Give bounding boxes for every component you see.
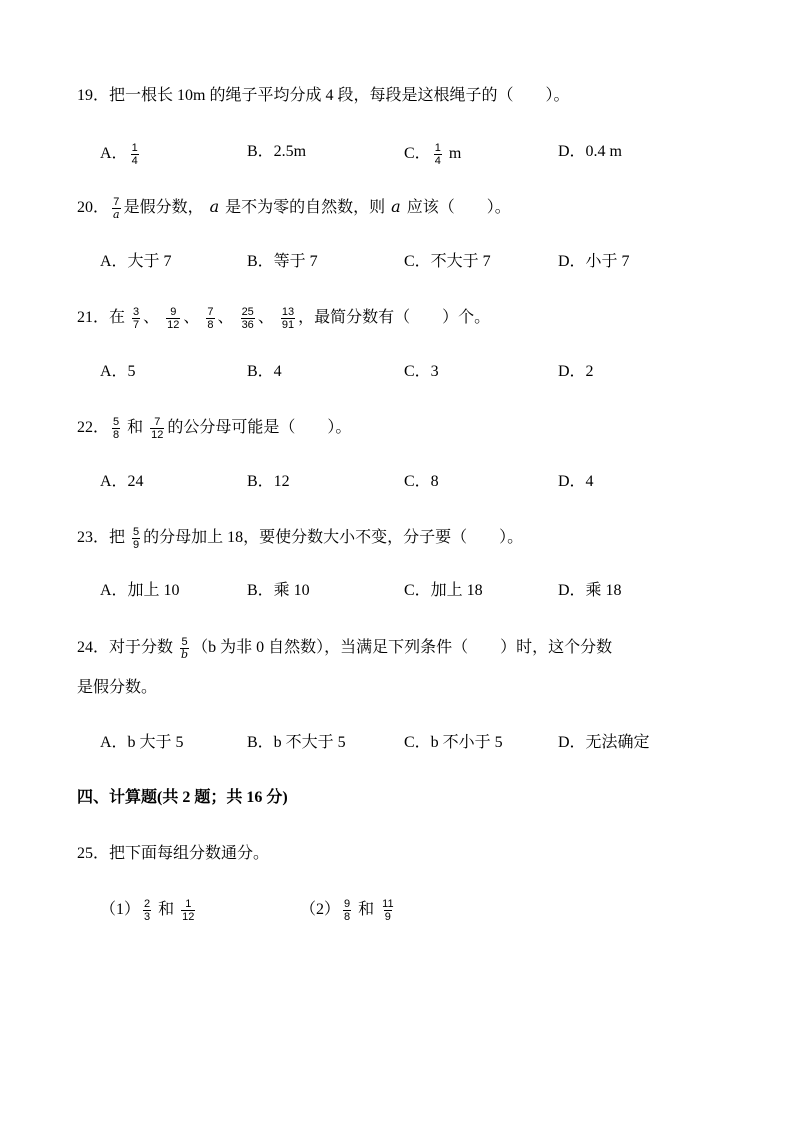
variable-a: a [209,197,220,217]
q19-number: 19． [77,87,110,104]
q25-part-1 [100,898,198,923]
q20-option-a[interactable]: A．大于 7 [100,253,172,270]
q21-option-b[interactable]: B．4 [247,363,282,380]
q19-option-c[interactable] [404,142,461,167]
q20-option-c[interactable]: C．不大于 7 [404,253,491,270]
q20-text-2: 是不为零的自然数，则 [225,199,386,217]
q19-option-a[interactable] [100,142,142,167]
fraction: $\frac{5}{b}$ [181,636,189,661]
q22-text: 的公分母可能是（ ）。 [167,419,352,437]
q23-option-c[interactable]: C．加上 18 [404,582,483,599]
fraction: $\frac{9}{8}$ [344,898,351,923]
and-word: 和 [358,901,375,919]
q20-text-3: 应该（ ）。 [406,199,511,217]
fraction: $\frac{13}{91}$ [281,306,295,331]
q20-number: 20． [77,199,110,217]
q22-option-b[interactable]: B．12 [247,473,290,490]
fraction: $\frac{1}{12}$ [182,898,195,923]
separator: 、 [217,309,234,327]
fraction: $\frac{25}{36}$ [241,306,254,331]
q22-option-d[interactable]: D．4 [558,473,594,490]
question-21 [77,306,490,331]
question-24-line-2: 是假分数。 [77,679,158,696]
q19-option-c-label: C． [404,145,431,163]
fraction: $\frac{5}{8}$ [113,416,120,441]
q19-option-b[interactable]: B．2.5m [247,143,307,160]
and-word: 和 [158,901,175,919]
q21-option-a[interactable]: A．5 [100,363,136,380]
fraction: $\frac{7}{8}$ [207,306,214,331]
q24-option-b[interactable]: B．b 不大于 5 [247,734,346,751]
q22-option-a[interactable]: A．24 [100,473,144,490]
fraction: $\frac{11}{9}$ [382,898,394,923]
q21-number: 21．在 [77,309,126,327]
q20-option-d[interactable]: D．小于 7 [558,253,630,270]
q23-number: 23．把 [77,529,126,547]
q23-option-b[interactable]: B．乘 10 [247,582,310,599]
q24-option-a[interactable]: A．b 大于 5 [100,734,184,751]
question-22 [77,416,351,441]
separator: 、 [257,309,274,327]
separator: 、 [143,309,160,327]
q25-part-2-label: （2） [300,901,341,919]
fraction: $\frac{3}{7}$ [133,306,140,331]
q19-text: 把一根长 10m 的绳子平均分成 4 段，每段是这根绳子的（ ）。 [109,87,570,104]
fraction: $\frac{1}{4}$ [434,142,441,167]
q19-option-c-unit: m [448,145,462,163]
fraction: $\frac{1}{4}$ [131,142,138,167]
and-word: 和 [127,419,144,437]
separator: 、 [183,309,200,327]
q19-option-d[interactable]: D．0.4 m [558,143,623,160]
q25-part-1-label: （1） [100,901,141,919]
q23-text: 的分母加上 18，要使分数大小不变，分子要（ ）。 [143,529,524,547]
question-19 [77,86,569,106]
q24-option-d[interactable]: D．无法确定 [558,734,650,751]
fraction: $\frac{2}{3}$ [144,898,151,923]
question-20 [77,196,511,221]
variable-a: a [391,197,401,217]
q21-option-c[interactable]: C．3 [404,363,439,380]
q22-option-c[interactable]: C．8 [404,473,439,490]
question-23 [77,526,523,551]
fraction: $\frac{9}{12}$ [167,306,180,331]
q20-option-b[interactable]: B．等于 7 [247,253,318,270]
q24-number: 24．对于分数 [77,639,174,657]
question-24 [77,636,612,661]
q22-number: 22． [77,419,110,437]
q19-option-a-label: A． [100,145,128,163]
q20-text-1: 是假分数， [123,199,204,217]
q25-part-2 [300,898,398,923]
fraction: $\frac{7}{a}$ [113,196,120,221]
q24-option-c[interactable]: C．b 不小于 5 [404,734,503,751]
q23-option-a[interactable]: A．加上 10 [100,582,180,599]
fraction: $\frac{7}{12}$ [151,416,164,441]
q21-text: ，最简分数有（ ）个。 [298,309,491,327]
q21-option-d[interactable]: D．2 [558,363,594,380]
question-25: 25．把下面每组分数通分。 [77,845,270,862]
q24-text: （b 为非 0 自然数），当满足下列条件（ ）时，这个分数 [192,639,613,657]
fraction: $\frac{5}{9}$ [133,526,140,551]
q23-option-d[interactable]: D．乘 18 [558,582,622,599]
section-title: 四、计算题(共 2 题；共 16 分) [77,789,288,806]
